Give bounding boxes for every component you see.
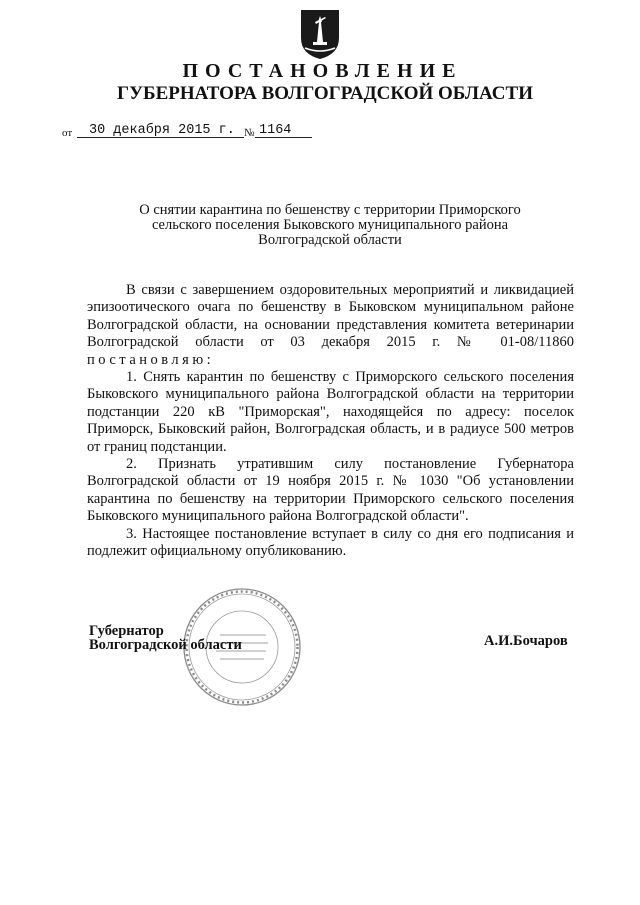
document-body xyxy=(87,282,574,561)
date-number-row xyxy=(62,122,362,140)
issuing-authority: ГУБЕРНАТОРА ВОЛГОГРАДСКОЙ ОБЛАСТИ xyxy=(117,83,533,104)
signatory-name: А.И.Бочаров xyxy=(484,633,568,649)
signatory-title-line: Волгоградской области xyxy=(89,637,242,653)
subject-line: сельского поселения Быковского муниципального района xyxy=(151,217,509,233)
document-subject xyxy=(120,203,540,248)
subject-line: О снятии карантина по бешенству с территории Приморского xyxy=(139,202,521,218)
decree-word: постановляю: xyxy=(87,351,215,368)
number-prefix: № xyxy=(244,127,255,139)
signatory-title-line: Губернатор xyxy=(89,623,164,639)
coat-of-arms-icon xyxy=(299,8,341,60)
item-1: 1. Снять карантин по бешенству с Приморского сельского поселения Быковского муниципального района Волгоградской области на территории подстанции 220 кВ "Приморская", находящейся по адресу: поселок Приморск, Быковский район, Волгоградская область, и в радиусе 500 метров от границ подстанции. xyxy=(87,369,574,455)
document-number: 1164 xyxy=(259,123,292,138)
document-date: 30 декабря 2015 г. xyxy=(89,123,235,138)
item-2: 2. Признать утратившим силу постановление Губернатора Волгоградской области от 19 ноября 2015 г. № 1030 "Об установлении карантина по бешенству на территории Приморского сельского поселения Быковского муниципального района Волгоградской области". xyxy=(87,456,574,525)
signatory-title xyxy=(89,624,242,652)
subject-line: Волгоградской области xyxy=(258,232,402,248)
document-type-title: ПОСТАНОВЛЕНИЕ xyxy=(182,60,463,82)
intro-paragraph xyxy=(87,282,574,369)
date-prefix: от xyxy=(62,127,73,139)
intro-text: В связи с завершением оздоровительных мероприятий и ликвидацией эпизоотического очага по бешенству в Быковском муниципальном районе Волгоградской области, на основании представления комитета ветеринарии Волгоградской области от 03 декабря 2015 г. № 01-08/11860 xyxy=(87,282,574,351)
item-3: 3. Настоящее постановление вступает в силу со дня его подписания и подлежит официальному опубликованию. xyxy=(87,525,574,560)
